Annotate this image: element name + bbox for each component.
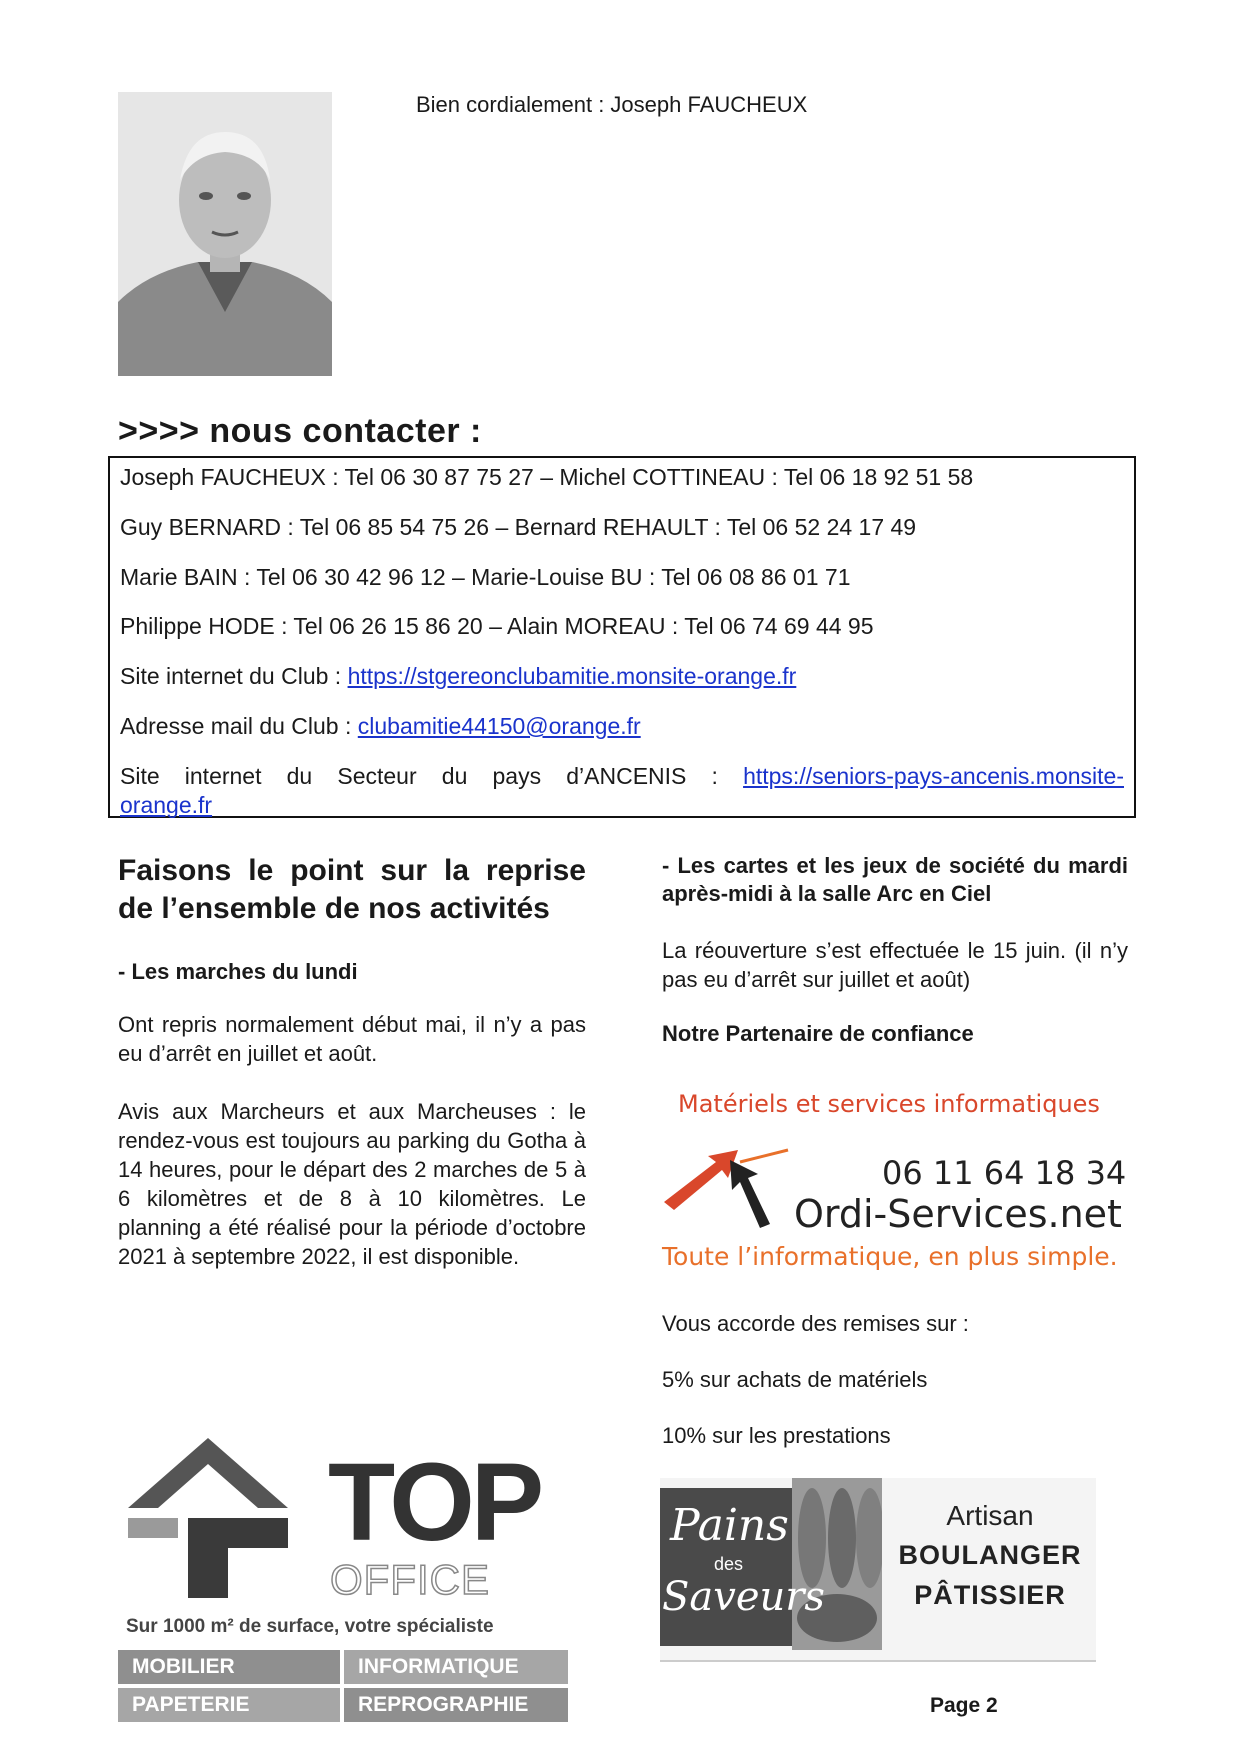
cell-mobilier-label: MOBILIER <box>132 1655 235 1678</box>
club-site-link[interactable]: https://stgereonclubamitie.monsite-orange.fr <box>347 663 797 689</box>
page-number: Page 2 <box>930 1694 998 1717</box>
club-site-line <box>120 663 1124 690</box>
boulanger-label: BOULANGER <box>898 1540 1082 1570</box>
discount-2: 10% sur les prestations <box>662 1423 891 1448</box>
discount-1: 5% sur achats de matériels <box>662 1367 928 1392</box>
patissier-label: PÂTISSIER <box>914 1580 1066 1610</box>
contact-box <box>108 456 1136 818</box>
sector-site-label: Site internet du Secteur du pays d’ANCENIS : <box>120 763 744 789</box>
partner-title: Notre Partenaire de confiance <box>662 1021 974 1046</box>
top-office-tagline: Sur 1000 m² de surface, votre spécialiste <box>126 1616 494 1637</box>
signature: Bien cordialement : Joseph FAUCHEUX <box>416 92 808 117</box>
portrait-image <box>118 92 332 376</box>
ordi-name: Ordi-Services.net <box>794 1192 1122 1236</box>
walks-paragraph-2: Avis aux Marcheurs et aux Marcheuses : le rendez-vous est toujours au parking du Gotha à 14 heures, pour le départ des 2 marches de 5 à 6 kilomètres et de 8 à 10 kilomètres. Le planning a été réalisé pour la période d’octobre 2021 à septembre 2022, il est disponible. <box>118 1099 586 1269</box>
club-mail-label: Adresse mail du Club : <box>120 713 358 739</box>
cards-heading: - Les cartes et les jeux de société du mardi après-midi à la salle Arc en Ciel <box>662 853 1128 906</box>
club-site-label: Site internet du Club : <box>120 663 348 689</box>
ordi-tagline-top: Matériels et services informatiques <box>678 1090 1100 1118</box>
walks-heading: - Les marches du lundi <box>118 959 358 984</box>
cell-reprographie-label: REPROGRAPHIE <box>358 1693 529 1716</box>
top-office-word-top: TOP <box>328 1441 541 1564</box>
top-office-logo <box>118 1428 568 1726</box>
section-heading: Faisons le point sur la reprise de l’ensemble de nos activités <box>118 854 586 925</box>
sector-site-link[interactable]: https://seniors-pays-ancenis.monsite-orange.fr <box>120 763 1124 818</box>
pains-word-1: Pains <box>670 1500 789 1551</box>
ordi-services-logo <box>660 1078 1130 1286</box>
pains-word-2: des <box>714 1554 744 1574</box>
club-mail-link[interactable]: clubamitie44150@orange.fr <box>357 713 641 739</box>
pains-des-saveurs-logo <box>660 1478 1096 1662</box>
bread-photo <box>792 1478 882 1650</box>
top-office-cell-papeterie <box>118 1688 340 1722</box>
walks-paragraph-1: Ont repris normalement début mai, il n’y a pas eu d’arrêt en juillet et août. <box>118 1012 586 1066</box>
top-office-cell-informatique <box>344 1650 568 1684</box>
contact-line-4: Philippe HODE : Tel 06 26 15 86 20 – Alain MOREAU : Tel 06 74 69 44 95 <box>120 613 874 639</box>
ordi-slogan: Toute l’informatique, en plus simple. <box>662 1242 1118 1271</box>
artisan-label: Artisan <box>946 1500 1034 1531</box>
cell-informatique-label: INFORMATIQUE <box>358 1655 519 1678</box>
top-office-symbol-icon <box>118 1438 298 1598</box>
contact-line-2: Guy BERNARD : Tel 06 85 54 75 26 – Bernard REHAULT : Tel 06 52 24 17 49 <box>120 514 917 540</box>
contact-title: >>>> nous contacter : <box>118 412 482 450</box>
right-column <box>662 852 1128 1048</box>
top-office-word-office: OFFICE <box>330 1556 490 1603</box>
cards-paragraph: La réouverture s’est effectuée le 15 juin. (il n’y pas eu d’arrêt sur juillet et août) <box>662 938 1128 992</box>
cell-papeterie-label: PAPETERIE <box>132 1693 250 1716</box>
top-office-cell-reprographie <box>344 1688 568 1722</box>
club-mail-line <box>120 713 1124 740</box>
sector-site-line <box>120 762 1124 820</box>
ordi-phone: 06 11 64 18 34 <box>882 1154 1127 1192</box>
contact-line-1: Joseph FAUCHEUX : Tel 06 30 87 75 27 – Michel COTTINEAU : Tel 06 18 92 51 58 <box>120 464 974 490</box>
bread-icon <box>792 1478 882 1650</box>
contact-line-3: Marie BAIN : Tel 06 30 42 96 12 – Marie-Louise BU : Tel 06 08 86 01 71 <box>120 564 851 590</box>
discount-intro: Vous accorde des remises sur : <box>662 1311 969 1336</box>
pains-word-3: Saveurs <box>662 1574 825 1620</box>
arrows-icon <box>660 1138 810 1234</box>
left-column <box>118 852 586 1271</box>
top-office-cell-mobilier <box>118 1650 340 1684</box>
portrait-photo <box>118 92 332 376</box>
